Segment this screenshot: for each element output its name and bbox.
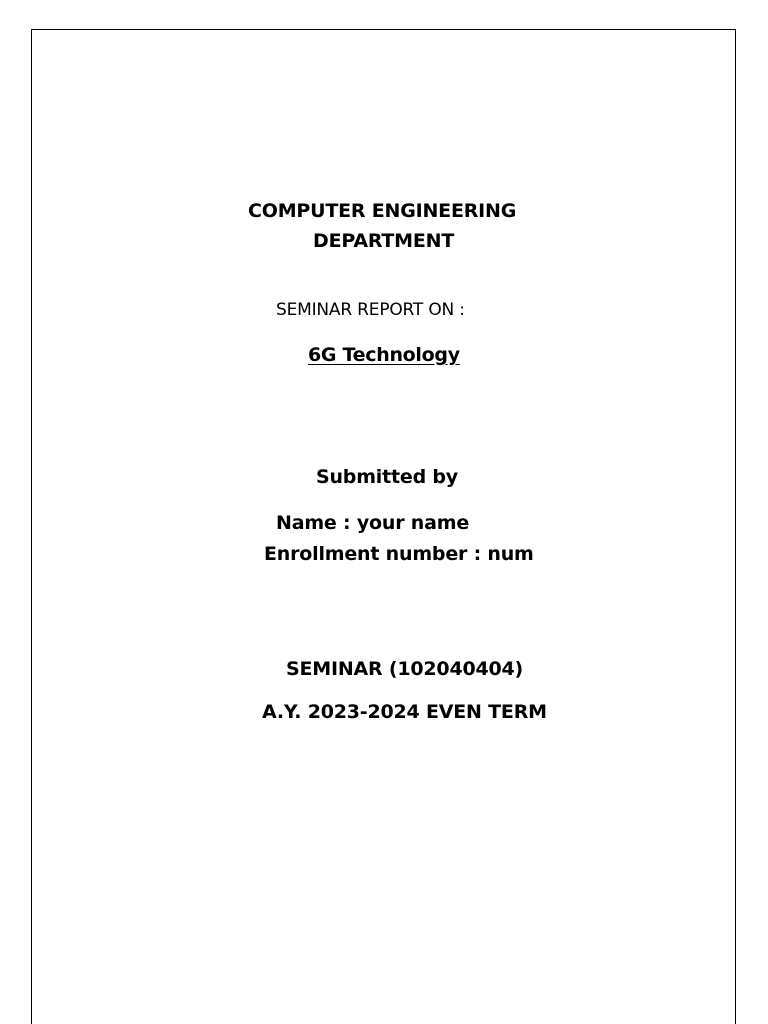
department-title-line1: COMPUTER ENGINEERING: [248, 200, 517, 222]
student-name: Name : your name: [276, 512, 470, 534]
enrollment-number: Enrollment number : num: [264, 543, 534, 565]
submitted-by-heading: Submitted by: [316, 466, 458, 488]
course-code: SEMINAR (102040404): [286, 658, 524, 680]
report-label: SEMINAR REPORT ON :: [276, 300, 465, 320]
department-title-line2: DEPARTMENT: [313, 230, 455, 252]
report-topic: 6G Technology: [308, 344, 460, 366]
academic-term: A.Y. 2023-2024 EVEN TERM: [262, 701, 547, 723]
